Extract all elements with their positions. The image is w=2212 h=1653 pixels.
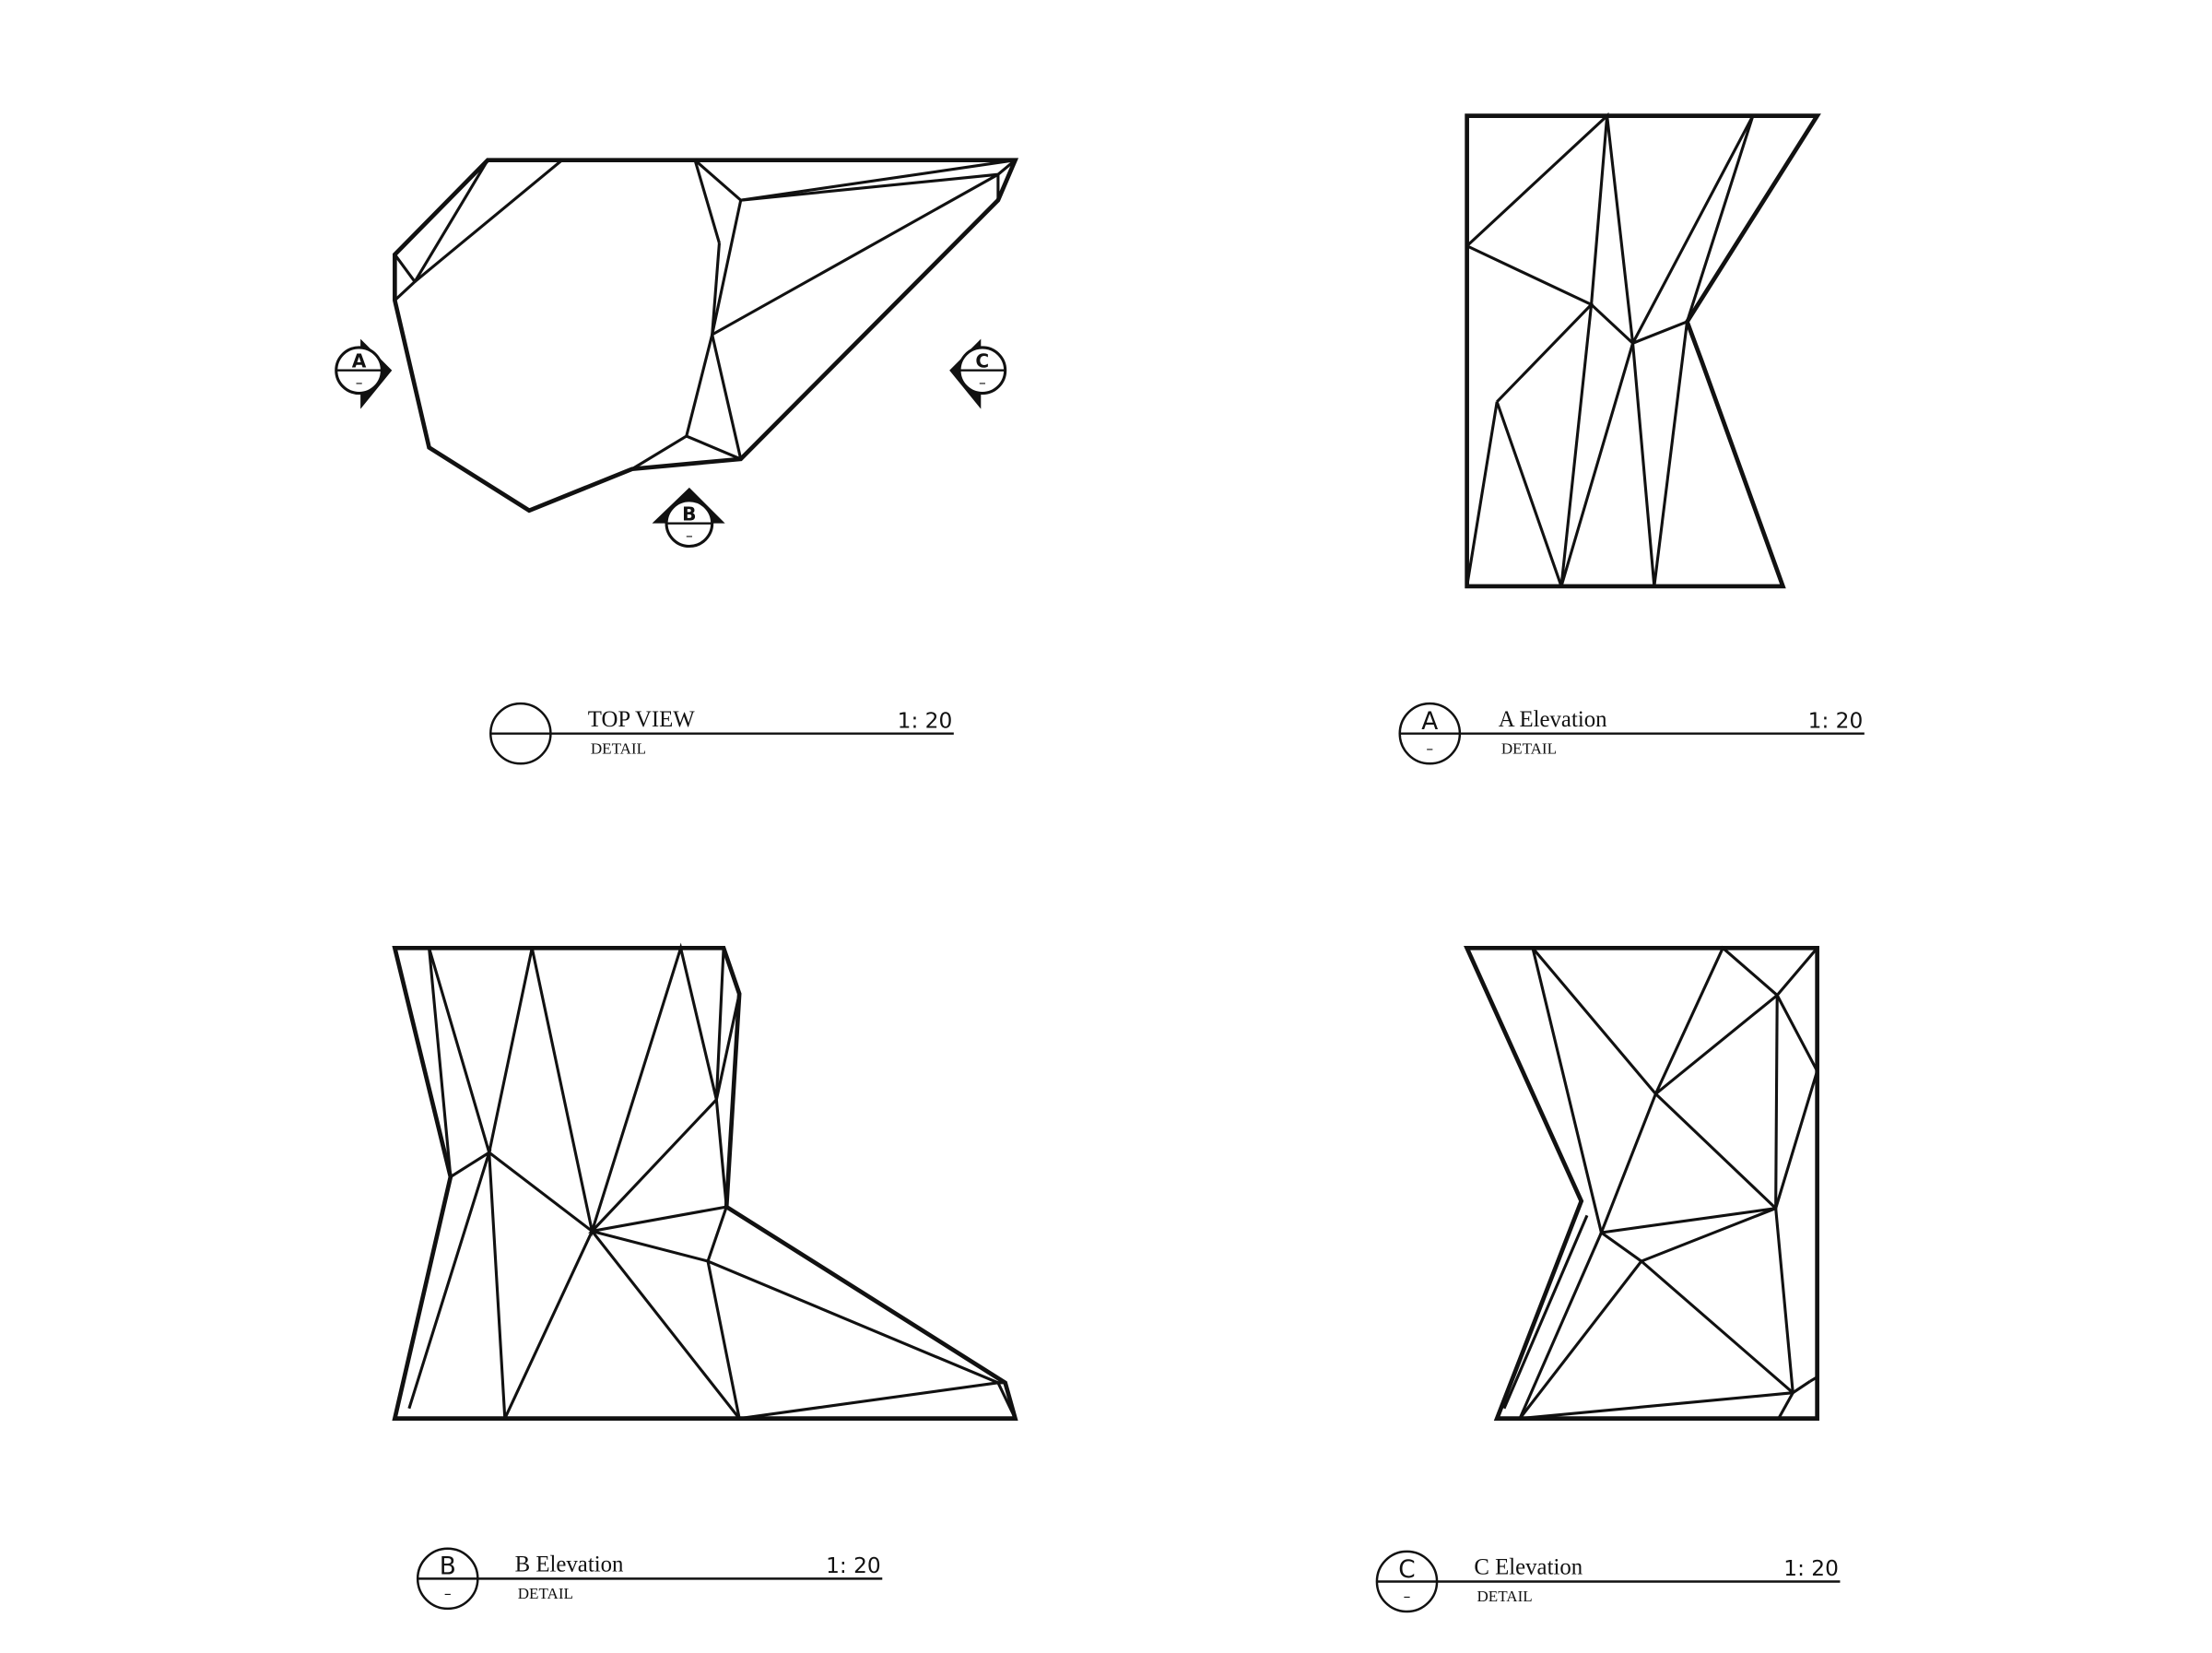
top-view-scale: 1: 20 <box>897 708 953 734</box>
a-elevation-title: A Elevation <box>1498 706 1607 732</box>
section-marker-b-number: – <box>685 527 693 545</box>
top-view-outline <box>394 160 1015 511</box>
a-elevation-drawing <box>1467 116 1818 586</box>
b-elevation-outline <box>394 948 1015 1418</box>
top-view-facets <box>394 160 1015 469</box>
c-elevation-tag-number: – <box>1403 1588 1411 1606</box>
section-marker-a-letter: A <box>351 349 367 372</box>
a-elevation-facets <box>1467 116 1753 586</box>
c-elevation-tag-letter: C <box>1398 1555 1416 1584</box>
c-elevation-outline <box>1467 948 1818 1418</box>
a-elevation-title-block <box>1400 703 1865 763</box>
section-marker-c-number: – <box>978 374 986 392</box>
c-elevation-drawing <box>1467 948 1818 1418</box>
top-view-title: TOP VIEW <box>587 706 695 732</box>
b-elevation-title: B Elevation <box>514 1552 624 1577</box>
section-marker-a-number: – <box>355 374 363 392</box>
a-elevation-outline <box>1467 116 1818 586</box>
b-elevation-drawing <box>394 948 1015 1418</box>
b-elevation-title-block <box>418 1549 882 1609</box>
section-marker-a[interactable] <box>336 339 392 409</box>
c-elevation-scale: 1: 20 <box>1783 1556 1839 1582</box>
b-elevation-tag-letter: B <box>439 1553 456 1581</box>
c-elevation-title: C Elevation <box>1474 1554 1583 1580</box>
b-elevation-scale: 1: 20 <box>826 1553 881 1579</box>
top-view-subtitle: DETAIL <box>590 739 647 758</box>
b-elevation-tag-number: – <box>443 1586 452 1603</box>
c-elevation-subtitle: DETAIL <box>1477 1588 1533 1606</box>
section-marker-b-letter: B <box>682 502 697 525</box>
top-view-title-block <box>490 703 954 763</box>
a-elevation-tag-number: – <box>1426 740 1434 758</box>
section-marker-c[interactable] <box>949 339 1005 409</box>
c-elevation-title-block <box>1377 1552 1841 1612</box>
c-elevation-facets <box>1504 948 1818 1418</box>
a-elevation-tag-letter: A <box>1421 708 1439 737</box>
a-elevation-scale: 1: 20 <box>1807 708 1864 734</box>
b-elevation-subtitle: DETAIL <box>517 1585 573 1603</box>
section-marker-c-letter: C <box>975 349 990 372</box>
top-view-drawing <box>394 160 1015 511</box>
section-marker-b[interactable] <box>653 488 725 547</box>
a-elevation-subtitle: DETAIL <box>1500 739 1558 758</box>
b-elevation-facets <box>409 948 1016 1418</box>
